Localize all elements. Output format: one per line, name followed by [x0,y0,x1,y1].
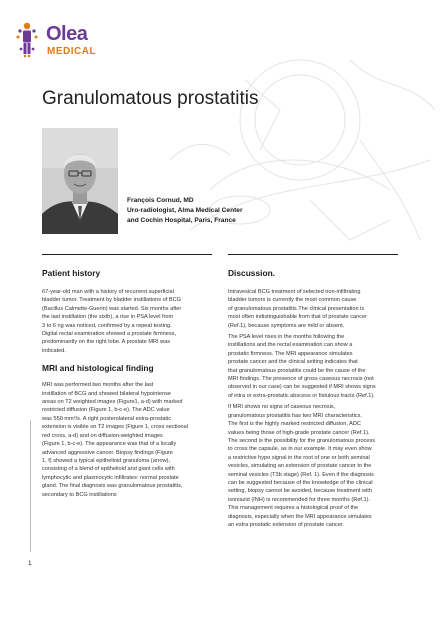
patient-history-heading: Patient history [42,268,101,278]
discussion-paragraph-3: If MRI shows no signs of caseous necrosis, granulomatous prostatitis has two MRI characteristics. The first is the highly marked restricted diffusion, ADC values being those of high-grade prostate cancer (Ref.1). The second is the possibility for the granulomatous process to cross the capsule, as in our example. It may even show a restrictive hypo signal in the root of one or both seminal vesicles, simulating an extension of prostate cancer to the seminal vesicles (T3b stage) (Ref. 1). Even if the diagnosis can be suggested because of the knowledge of the clinical setting, biopsy cannot be avoided, because treatment with isoniazid (INH) is recommended for three months (Ref.1). This management requires a histological proof of the diagnosis, especially when the MRI appearance simulates an extra prostatic extension of prostate cancer. [228,404,376,528]
article-title: Granulomatous prostatitis [42,88,259,109]
patient-history-text: 67-year-old man with a history of recurrent superficial bladder tumor. Treatment by bladder instillations of BCG (Bacillus Calmette-Guerin) was started. Six months after the last instillation (the sixth), a rise in PSA level from 3 to 6 ng was noticed, confirmed by a repeat testing. Digital rectal examination showed a prostate firmness, predominantly on the right lobe. A prostate MRI was indicated. [42,289,182,354]
olea-medical-logo [14,22,134,62]
discussion-paragraph-2: The PSA level rises in the months following the instillations and the rectal examination can show a prostatic firmness. The MRI appearance simulates prostate cancer and the clinical setting indicates that that granulomatous prostatitis could be the cause of the MRI findings. The presence of gross caseous necrosis (not observed in our case) can be suggested if MRI shows signs of intra or extra-prostatic abscess or fistulous tracts (Ref.1). [228,334,376,399]
author-role-line-2: and Cochin Hospital, Paris, France [127,217,236,225]
discussion-paragraph-1: Intravesical BCG treatment of selected non-infiltrating bladder tumors is currently the most common cause of granulomatous prostatitis.The clinical presentation is most often indistinguishable from that of prostate cancer (Ref.1), because symptoms are mild or absent. [228,289,367,329]
logo-wordmark-medical: MEDICAL [47,46,97,57]
human-figure-logo-icon [14,22,40,58]
mri-findings-text: MRI was performed two months after the last instillation of BCG and showed bilateral hypointense areas on T2 weighted images (Figure1, a-d) with marked restricted diffusion (Figure 1, b-c-e). The ADC value was 550 mm²/s. A right posterolateral extra-prostatic extension is visible on T2 images (Figure 1, cross sectional red cross, a-d) and on diffusion-weighted images (Figure 1, b-c-e). The appearance was that of a locally advanced aggressive cancer. Biopsy findings (Figure 1, f) showed a typical epithelioid granuloma (arrow), consisting of a blend of epithelioid and giant cells with lymphocytic and plasmocytic infiltrates: normal prostate gland. The final diagnosis was granulomatous prostatitis, secondary to BCG instillations [42,382,189,498]
logo-wordmark-olea: Olea [46,23,88,45]
right-column-rule [228,254,398,255]
right-column [228,268,400,532]
author-name: François Cornud, MD [127,197,194,204]
author-portrait-illustration [42,128,118,234]
margin-divider [30,420,31,552]
left-column-rule [42,254,212,255]
page-number: 1 [28,560,32,567]
mri-findings-heading: MRI and histological finding [42,363,154,374]
author-photo [42,128,118,234]
discussion-heading: Discussion. [228,268,276,278]
background-sketch-illustration [150,40,440,260]
author-role-line-1: Uro-radiologist, Alma Medical Center [127,207,243,215]
author-info [127,196,243,227]
left-column [42,268,214,502]
